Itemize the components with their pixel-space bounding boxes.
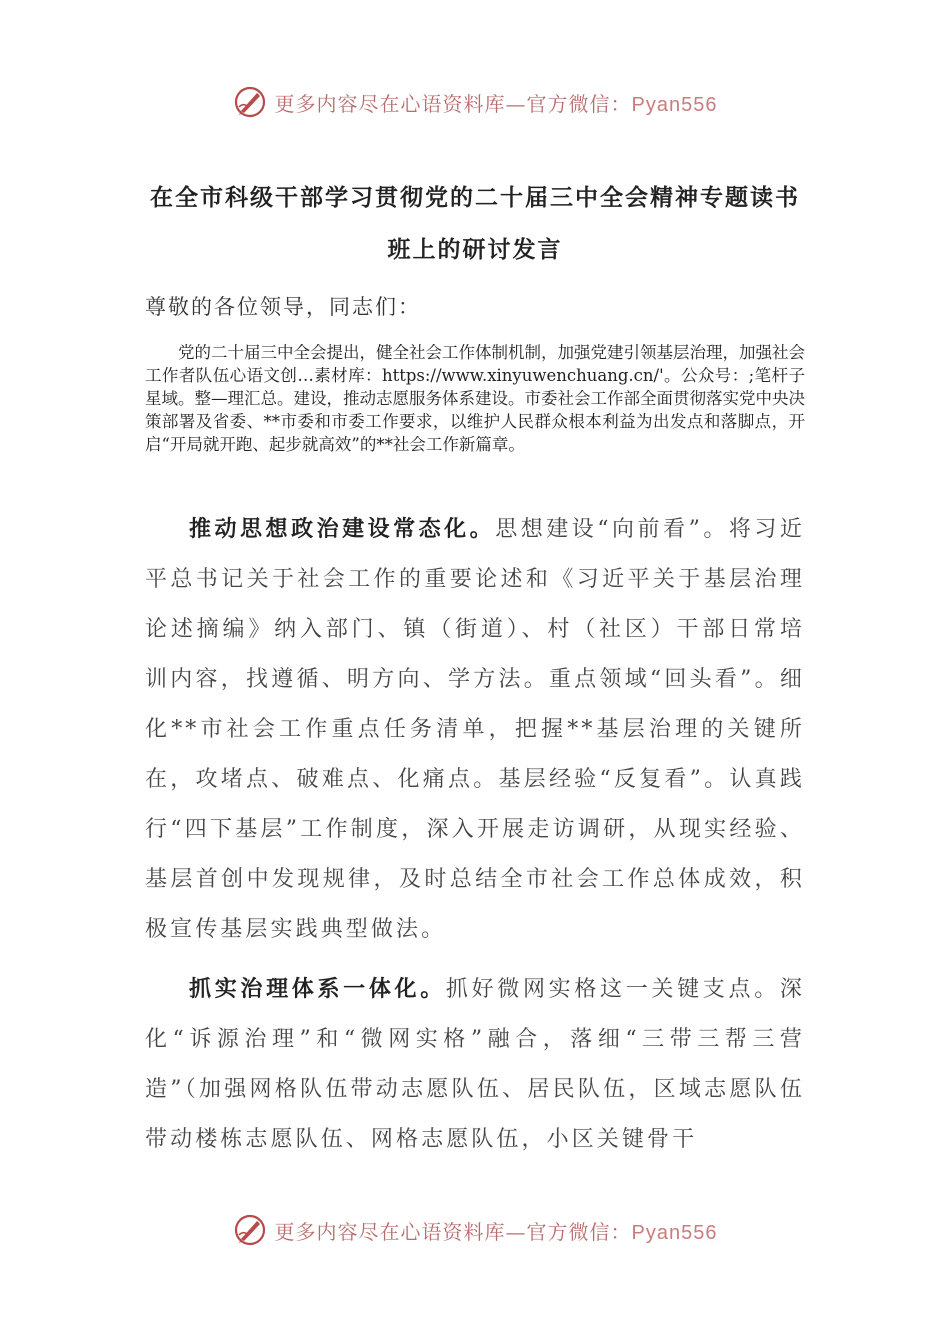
pen-circle-logo-icon [233,1213,267,1247]
paragraph-lead: 推动思想政治建设常态化。 [189,517,496,542]
paragraph-body: 思想建设“向前看”。将习近平总书记关于社会工作的重要论述和《习近平关于基层治理论述摘编》纳入部门、镇（街道）、村（社区）干部日常培训内容，找遵循、明方向、学方法。重点领域“回头看”。细化**市社会工作重点任务清单，把握**基层治理的关键所在，攻堵点、破难点、化痛点。基层经验“反复看”。认真践行“四下基层”工作制度，深入开展走访调研，从现实经验、基层首创中发现规律，及时总结全市社会工作总体成效，积极宣传基层实践典型做法。 [145,517,805,942]
pen-circle-logo-icon [233,85,267,119]
paragraph-body: 抓好微网实格这一关键支点。深化“诉源治理”和“微网实格”融合，落细“三带三帮三营造”（加强网格队伍带动志愿队伍、居民队伍，区域志愿队伍带动楼栋志愿队伍、网格志愿队伍，小区关键骨干 [145,977,805,1152]
body-paragraph [145,965,805,1165]
document-title: 在全市科级干部学习贯彻党的二十届三中全会精神专题读书班上的研讨发言 [150,185,800,263]
header-watermark-banner [0,82,950,122]
watermark-text: 更多内容尽在心语资料库—官方微信：Pyan556 [274,1219,718,1244]
footer-watermark-banner [0,1210,950,1250]
paragraph-lead: 抓实治理体系一体化。 [189,977,446,1002]
body-paragraph [145,505,805,955]
intro-paragraph: 党的二十届三中全会提出，健全社会工作体制机制，加强党建引领基层治理，加强社会工作者队伍心语文创…素材库：https://www.xinyuwenchuang.cn/'。公众号：;笔杆子星域。整—理汇总。建设，推动志愿服务体系建设。市委社会工作部全面贯彻落实党中央决策部署及省委、**市委和市委工作要求，以维护人民群众根本利益为出发点和落脚点，开启“开局就开跑、起步就高效”的**社会工作新篇章。 [145,343,805,454]
salutation: 尊敬的各位领导，同志们： [145,295,421,319]
watermark-text: 更多内容尽在心语资料库—官方微信：Pyan556 [274,91,718,116]
